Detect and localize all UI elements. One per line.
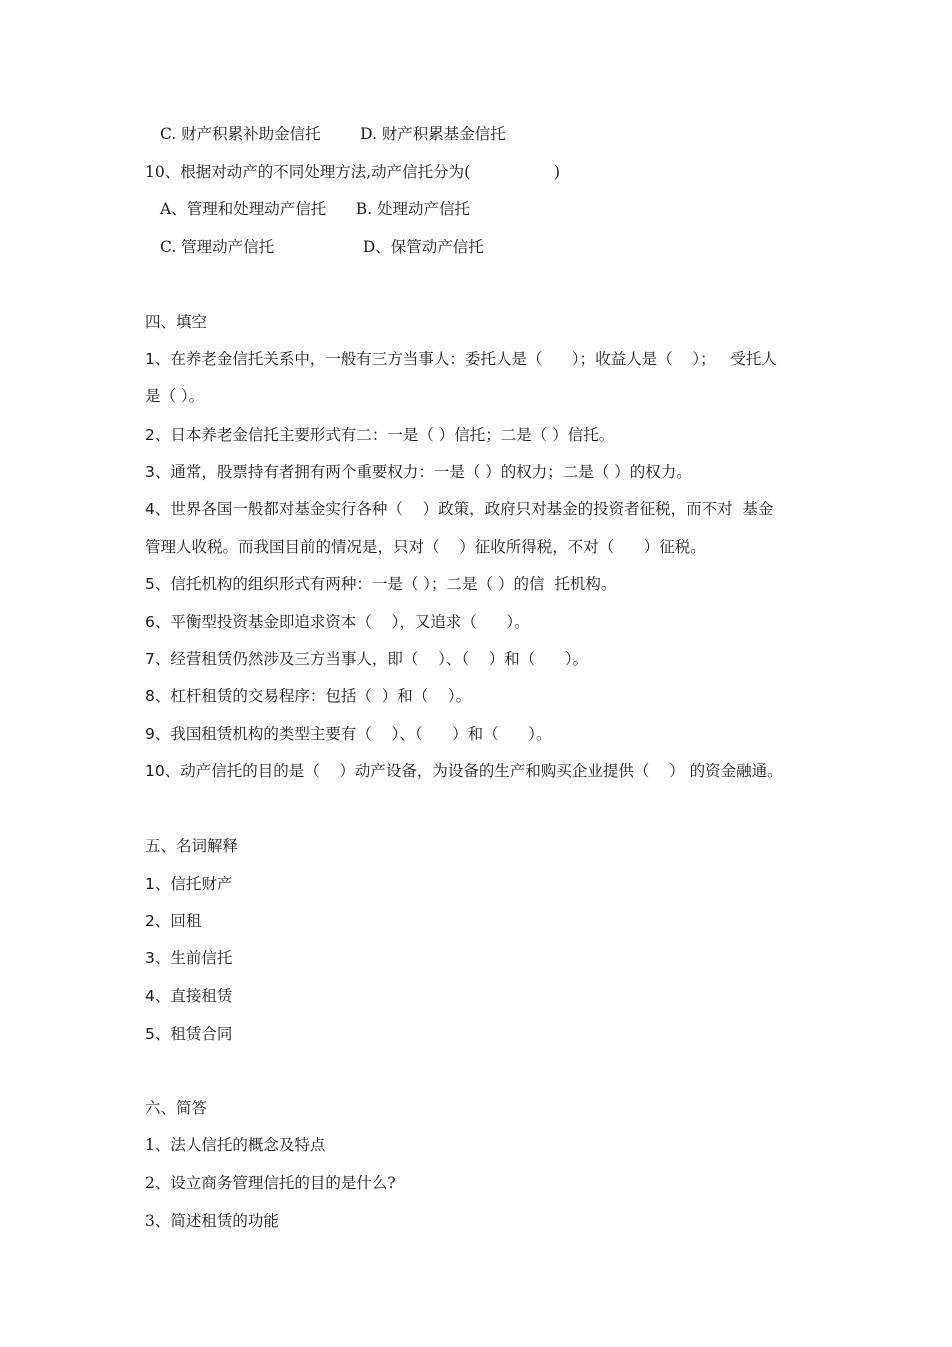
fill-item-1b: 是（ ）。 xyxy=(145,387,205,405)
term-item-3: 3、生前信托 xyxy=(145,949,233,967)
fill-item-8: 8、杠杆租赁的交易程序：包括（ ）和（ ）。 xyxy=(145,687,472,705)
fill-item-10: 10、动产信托的目的是（ ）动产设备，为设备的生产和购买企业提供（ ） 的资金融通。 xyxy=(145,762,783,780)
fill-item-2: 2、日本养老金信托主要形式有二：一是（ ）信托；二是（ ）信托。 xyxy=(145,426,615,444)
short-answer-2: 2、设立商务管理信托的目的是什么? xyxy=(145,1174,396,1192)
q10-question: 10、根据对动产的不同处理方法,动产信托分为( ) xyxy=(145,163,561,181)
short-answer-3: 3、简述租赁的功能 xyxy=(145,1212,279,1230)
term-item-4: 4、直接租赁 xyxy=(145,987,233,1005)
fill-item-7: 7、经营租赁仍然涉及三方当事人，即（ ）、（ ）和（ ）。 xyxy=(145,650,589,668)
fill-item-4a: 4、世界各国一般都对基金实行各种（ ）政策，政府只对基金的投资者征税，而不对 基金 xyxy=(145,500,774,518)
fill-item-1a: 1、在养老金信托关系中，一般有三方当事人：委托人是（ ）；收益人是（ ）； 受托人 xyxy=(145,350,777,368)
short-answer-1: 1、法人信托的概念及特点 xyxy=(145,1136,326,1154)
term-item-1: 1、信托财产 xyxy=(145,875,233,893)
term-item-5: 5、租赁合同 xyxy=(145,1025,233,1043)
q10-options-cd: C. 管理动产信托 D、保管动产信托 xyxy=(160,238,484,256)
term-item-2: 2、回租 xyxy=(145,912,202,930)
fill-item-9: 9、我国租赁机构的类型主要有（ ）、（ ）和（ ）。 xyxy=(145,725,552,743)
q10-options-ab: A、管理和处理动产信托 B. 处理动产信托 xyxy=(160,200,471,218)
section4-title: 四、填空 xyxy=(145,313,208,331)
fill-item-4b: 管理人收税。而我国目前的情况是，只对（ ）征收所得税，不对（ ）征税。 xyxy=(145,538,706,556)
section6-title: 六、简答 xyxy=(145,1099,208,1117)
fill-item-3: 3、通常，股票持有者拥有两个重要权力：一是（ ）的权力；二是（ ）的权力。 xyxy=(145,463,692,481)
fill-item-6: 6、平衡型投资基金即追求资本（ ），又追求（ ）。 xyxy=(145,613,530,631)
fill-item-5: 5、信托机构的组织形式有两种：一是（ ）；二是（ ）的信 托机构。 xyxy=(145,575,617,593)
section5-title: 五、名词解释 xyxy=(145,837,239,855)
q9-options-cd: C. 财产积累补助金信托 D. 财产积累基金信托 xyxy=(160,125,506,143)
